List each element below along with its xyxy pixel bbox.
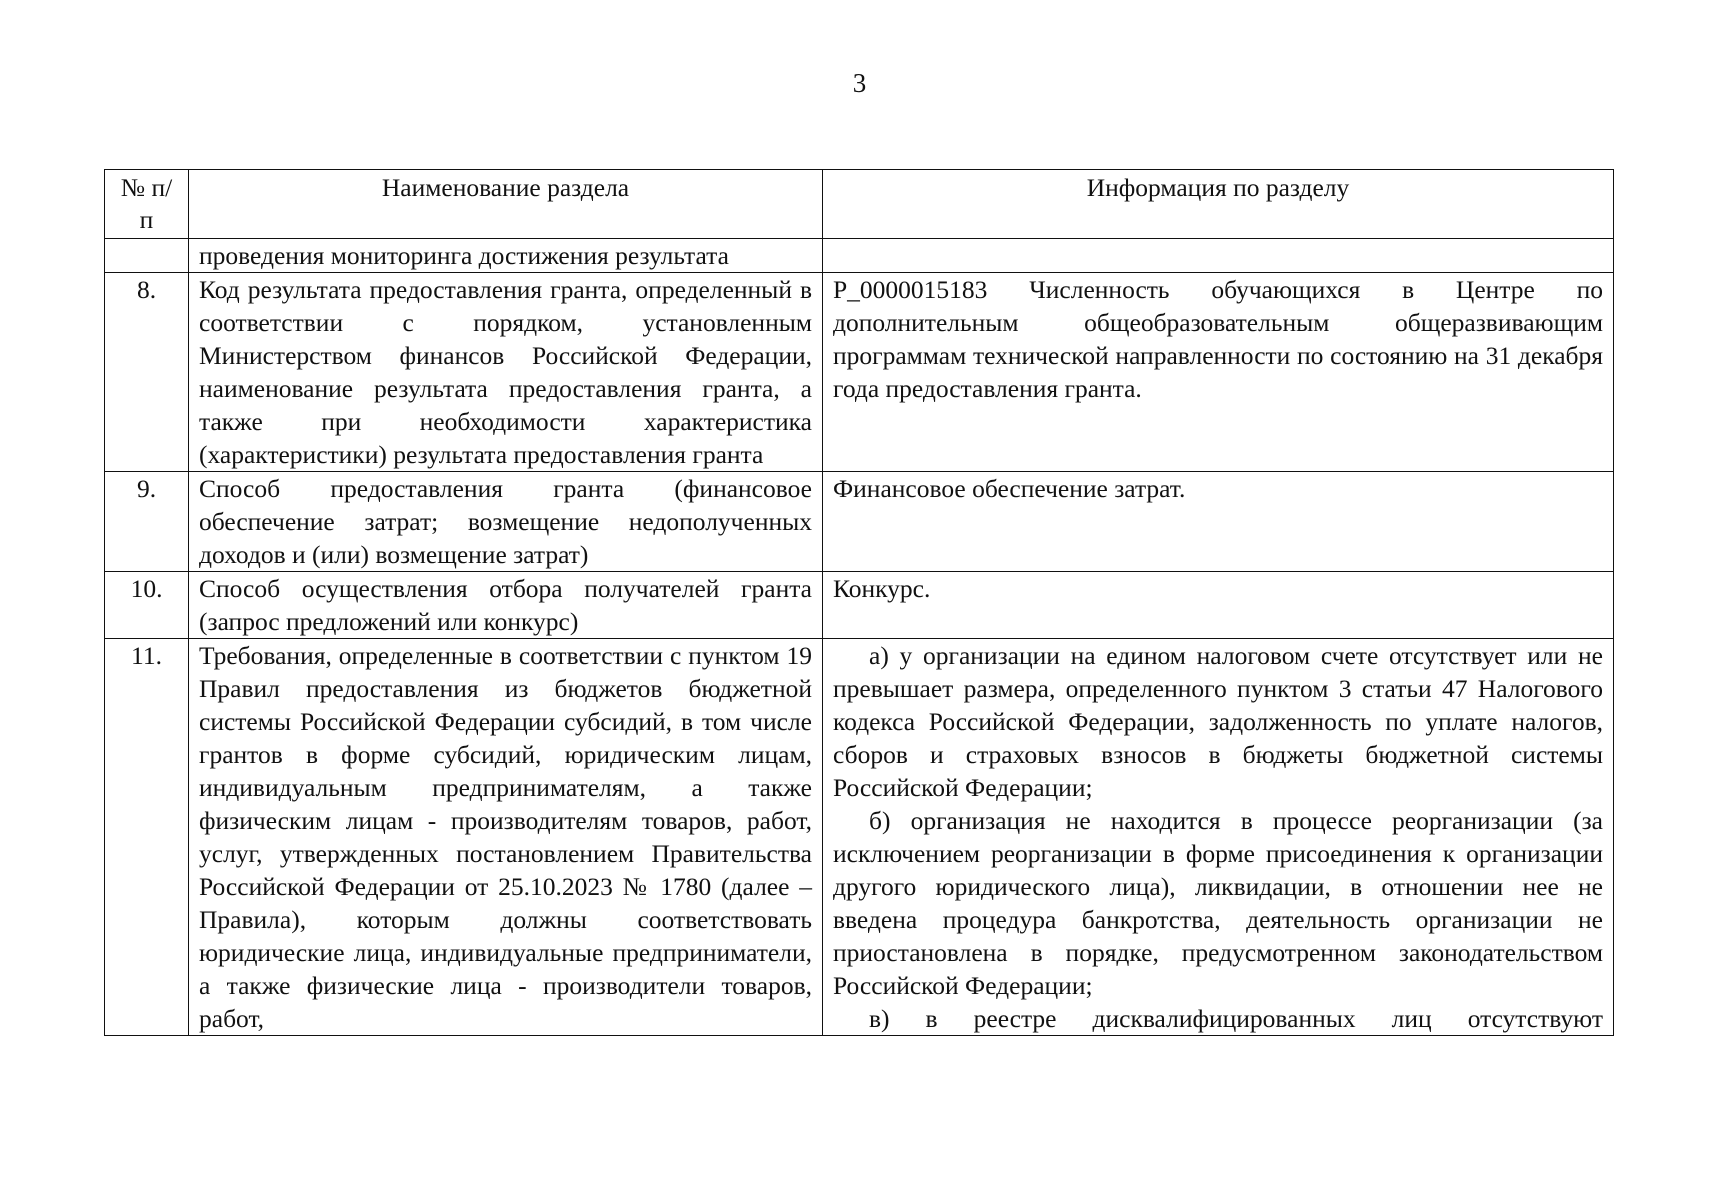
section-name-cell: Требования, определенные в соответствии с пунктом 19 Правил предоставления из бюджетов бюджетной системы Российской Федерации субсидий, в том числе грантов в форме субсидий, юридическим лицам, индивидуальным предпринимателям, а также физическим лицам - производителям товаров, работ, услуг, утвержденных постановлением Правительства Российской Федерации от 25.10.2023 № 1780 (далее – Правила), которым должны соответствовать юридические лица, индивидуальные предприниматели, а также физические лица - производители товаров, работ, — [189, 639, 823, 1036]
section-info-cell — [823, 639, 1614, 1036]
section-info-cell: Финансовое обеспечение затрат. — [823, 472, 1614, 572]
header-number: № п/п — [105, 170, 189, 239]
section-name-cell: Способ предоставления гранта (финансовое обеспечение затрат; возмещение недополученных доходов и (или) возмещение затрат) — [189, 472, 823, 572]
table-row — [105, 639, 1614, 1036]
table-row — [105, 273, 1614, 472]
page-number: 3 — [852, 68, 867, 98]
row-number: 11. — [105, 639, 189, 1036]
info-paragraph: а) у организации на едином налоговом счете отсутствует или не превышает размера, определенного пунктом 3 статьи 47 Налогового кодекса Российской Федерации, задолженность по уплате налогов, сборов и страховых взносов в бюджеты бюджетной системы Российской Федерации; — [833, 641, 1603, 802]
row-number: 10. — [105, 572, 189, 639]
section-info-cell — [823, 239, 1614, 273]
section-name-cell: Код результата предоставления гранта, определенный в соответствии с порядком, установленным Министерством финансов Российской Федерации, наименование результата предоставления гранта, а также при необходимости характеристика (характеристики) результата предоставления гранта — [189, 273, 823, 472]
section-info-cell: Конкурс. — [823, 572, 1614, 639]
table-row — [105, 472, 1614, 572]
info-paragraph: в) в реестре дисквалифицированных лиц отсутствуют — [869, 1004, 1603, 1033]
table-header-row — [105, 170, 1614, 239]
section-info-cell: P_0000015183 Численность обучающихся в Центре по дополнительным общеобразовательным общеразвивающим программам технической направленности по состоянию на 31 декабря года предоставления гранта. — [823, 273, 1614, 472]
section-name-cell: Способ осуществления отбора получателей гранта (запрос предложений или конкурс) — [189, 572, 823, 639]
section-name-cell: проведения мониторинга достижения результата — [189, 239, 823, 273]
grant-info-table — [104, 169, 1614, 1036]
info-paragraph: б) организация не находится в процессе реорганизации (за исключением реорганизации в форме присоединения к организации другого юридического лица), ликвидации, в отношении нее не введена процедура банкротства, деятельность организации не приостановлена в порядке, предусмотренном законодательством Российской Федерации; — [833, 806, 1603, 1000]
row-number: 8. — [105, 273, 189, 472]
table-row — [105, 572, 1614, 639]
row-number: 9. — [105, 472, 189, 572]
header-section-name: Наименование раздела — [189, 170, 823, 239]
row-number — [105, 239, 189, 273]
table-row-continuation — [105, 239, 1614, 273]
header-section-info: Информация по разделу — [823, 170, 1614, 239]
